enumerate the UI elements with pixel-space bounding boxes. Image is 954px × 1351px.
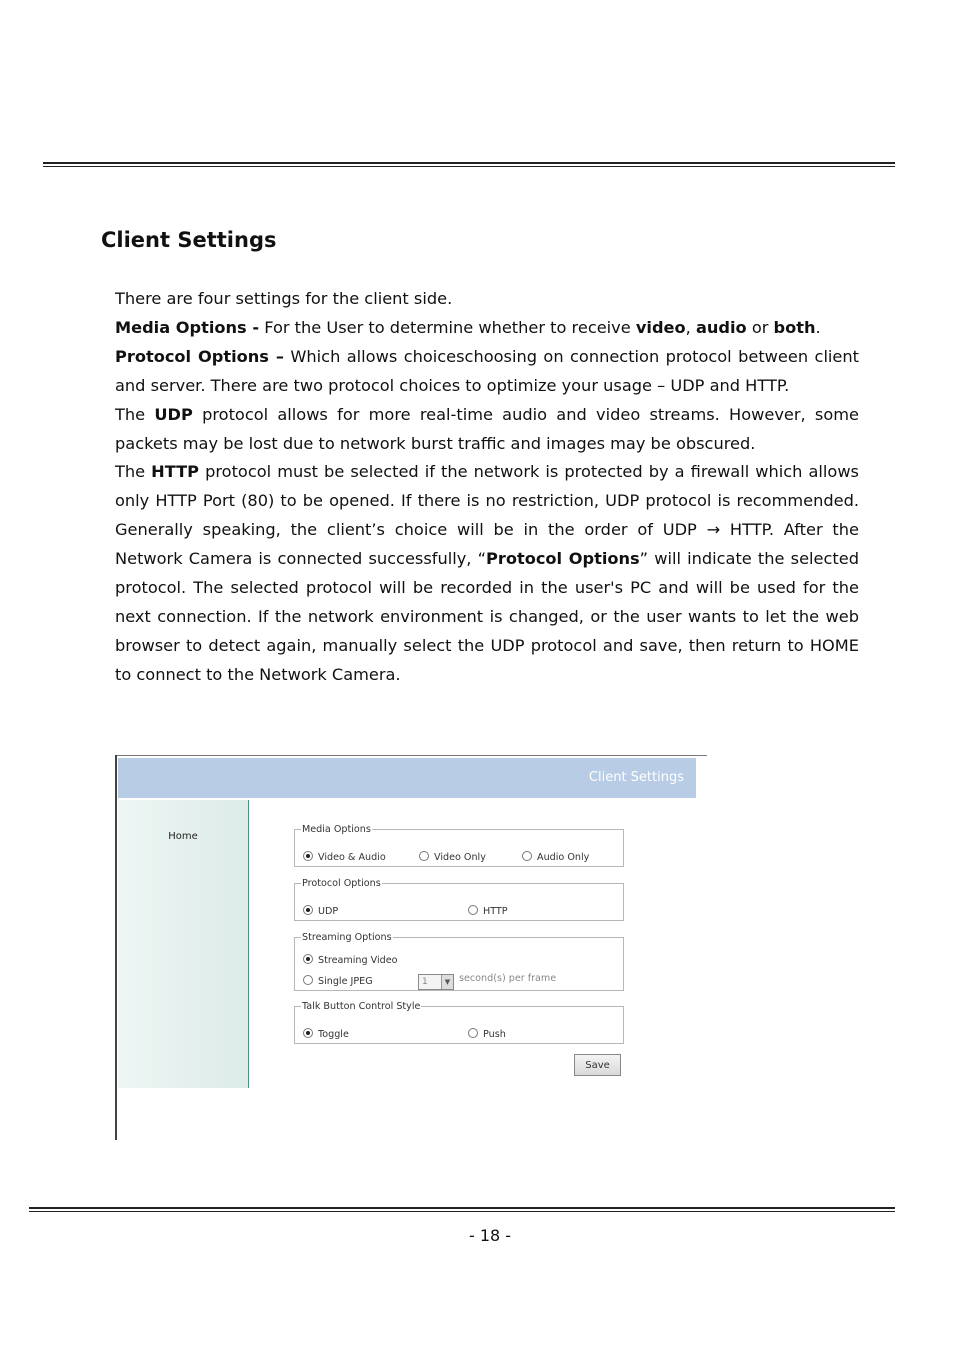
radio-icon (419, 851, 429, 861)
screenshot-title: Client Settings (588, 770, 684, 785)
radio-video-only[interactable] (419, 851, 486, 863)
text-span: The (115, 404, 155, 424)
radio-selected-icon (303, 851, 313, 861)
term-both: both (773, 317, 816, 337)
client-settings-screenshot (115, 755, 707, 1140)
save-button[interactable]: Save (574, 1054, 621, 1076)
radio-udp[interactable] (303, 905, 338, 917)
radio-selected-icon (303, 954, 313, 964)
frame-suffix-label: second(s) per frame (459, 973, 557, 984)
text-span: protocol allows for more real-time audio and video streams. However, some packets may be lost due to network burst traffic and images may be obscured. (115, 404, 859, 453)
radio-video-audio[interactable] (303, 851, 386, 863)
radio-selected-icon (303, 1028, 313, 1038)
select-value: 1 (422, 977, 428, 987)
body-text (115, 285, 859, 690)
frame-rate-select[interactable] (418, 974, 454, 990)
text-span: protocol must be selected if the network is protected by a firewall which allows only HTTP Port (80) to be opened. If there is no restriction, UDP protocol is recommended. Generally speaking, the client’s choice will be in the order of UDP → HTTP. After the Network Camera is connected successfully, “ (115, 462, 859, 569)
option-label: Push (483, 1029, 506, 1040)
talk-button-legend: Talk Button Control Style (302, 1001, 421, 1012)
screenshot-top-border (115, 755, 707, 756)
radio-http[interactable] (468, 905, 508, 917)
streaming-options-legend: Streaming Options (302, 932, 392, 943)
chevron-down-icon: ▼ (441, 975, 453, 989)
term-video: video (635, 317, 686, 337)
radio-selected-icon (303, 905, 313, 915)
top-rule-thick (43, 162, 895, 164)
text-span: Which allows choiceschoosing on connection protocol between client and server. There are two protocol choices to optimize your usage – UDP and HTTP. (115, 346, 859, 395)
text-span: The (115, 462, 152, 482)
option-label: HTTP (483, 906, 508, 917)
option-label: Toggle (318, 1029, 349, 1040)
option-label: Video Only (434, 852, 486, 863)
radio-toggle[interactable] (303, 1028, 349, 1040)
streaming-options-group (294, 932, 624, 991)
text-span: or (746, 317, 774, 337)
screenshot-left-border (115, 755, 117, 1140)
protocol-options-paragraph (115, 343, 859, 401)
option-label: UDP (318, 906, 339, 917)
text-span: ” will indicate the selected protocol. The selected protocol will be recorded in the user's PC and will be used for the next connection. If the network environment is changed, or the user wants to let the web browser to detect again, manually select the UDP protocol and save, then return to HOME to connect to the Network Camera. (115, 549, 859, 684)
option-label: Video & Audio (318, 852, 386, 863)
text-span: , (685, 317, 696, 337)
radio-icon (468, 1028, 478, 1038)
option-label: Single JPEG (318, 976, 373, 987)
radio-icon (468, 905, 478, 915)
page-number: - 18 - (468, 1226, 512, 1245)
bottom-rule-thick (29, 1207, 895, 1209)
udp-paragraph (115, 401, 859, 459)
radio-audio-only[interactable] (522, 851, 589, 863)
protocol-options-term: Protocol Options – (115, 346, 284, 366)
term-http: HTTP (151, 462, 200, 482)
text-span: . (815, 317, 821, 337)
radio-push[interactable] (468, 1028, 506, 1040)
media-options-group (294, 824, 624, 867)
term-protocol-options: Protocol Options (486, 549, 640, 569)
term-audio: audio (695, 317, 747, 337)
bottom-rule-thin (29, 1211, 895, 1212)
term-udp: UDP (154, 404, 193, 424)
radio-single-jpeg[interactable] (303, 975, 373, 987)
radio-streaming-video[interactable] (303, 954, 397, 966)
media-options-legend: Media Options (302, 824, 371, 835)
protocol-options-legend: Protocol Options (302, 878, 381, 889)
option-label: Streaming Video (318, 955, 398, 966)
intro-paragraph: There are four settings for the client side. (115, 289, 453, 308)
protocol-options-group (294, 878, 624, 921)
screenshot-sidebar (118, 800, 249, 1088)
media-options-paragraph (115, 314, 859, 343)
top-rule-thin (43, 166, 895, 167)
media-options-term: Media Options - (115, 317, 260, 337)
http-paragraph (115, 458, 859, 689)
screenshot-header (118, 758, 696, 798)
radio-icon (303, 975, 313, 985)
radio-icon (522, 851, 532, 861)
home-link[interactable]: Home (168, 831, 198, 842)
talk-button-group (294, 1001, 624, 1044)
text-span: For the User to determine whether to receive (259, 317, 636, 337)
section-heading: Client Settings (101, 228, 277, 252)
option-label: Audio Only (537, 852, 590, 863)
